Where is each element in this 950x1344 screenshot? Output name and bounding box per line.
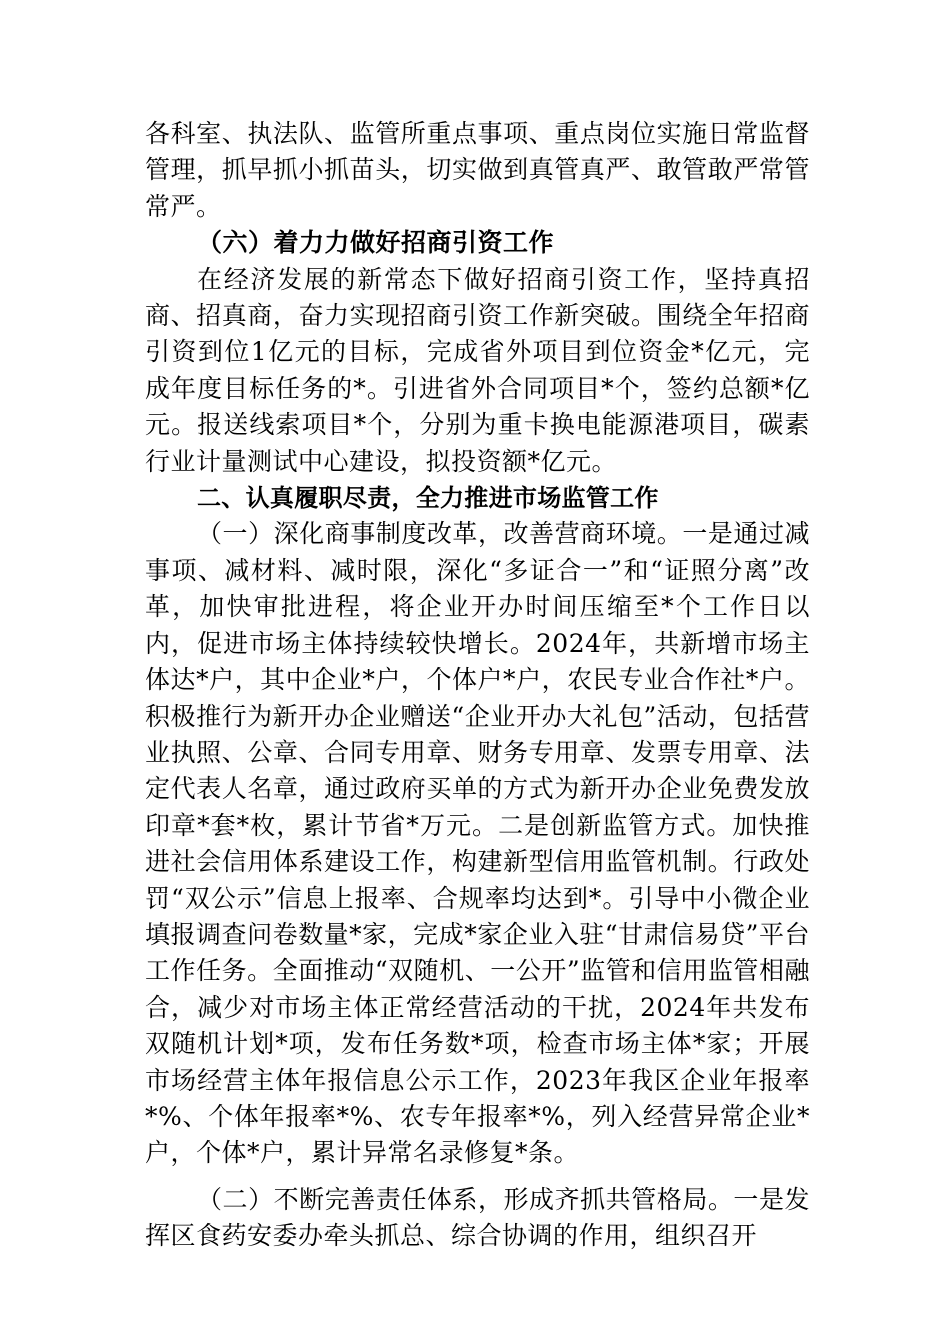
paragraph-investment: 在经济发展的新常态下做好招商引资工作，坚持真招商、招真商，奋力实现招商引资工作新突破。围绕全年招商引资到位1亿元的目标，完成省外项目到位资金*亿元，完成年度目标任务的*。引进省外合同项目*个，签约总额*亿元。报送线索项目*个，分别为重卡换电能源港项目，碳素行业计量测试中心建设，拟投资额*亿元。 [145, 264, 810, 476]
paragraph-continued: 各科室、执法队、监管所重点事项、重点岗位实施日常监督管理，抓早抓小抓苗头，切实做到真管真严、敢管敢严常管常严。 [145, 119, 810, 221]
section-subheading-six: （六）着力力做好招商引资工作 [197, 228, 555, 258]
paragraph-responsibility-system: （二）不断完善责任体系，形成齐抓共管格局。一是发挥区食药安委办牵头抓总、综合协调的作用，组织召开 [145, 1184, 810, 1251]
section-heading-two: 二、认真履职尽责，全力推进市场监管工作 [197, 484, 659, 513]
document-body [145, 116, 810, 1255]
paragraph-business-reform: （一）深化商事制度改革，改善营商环境。一是通过减事项、减材料、减时限，深化“多证合一”和“证照分离”改革，加快审批进程，将企业开办时间压缩至*个工作日以内，促进市场主体持续较快增长。2024年，共新增市场主体达*户，其中企业*户，个体户*户，农民专业合作社*户。积极推行为新开办企业赠送“企业开办大礼包”活动，包括营业执照、公章、合同专用章、财务专用章、发票专用章、法定代表人名章，通过政府买单的方式为新开办企业免费发放印章*套*枚，累计节省*万元。二是创新监管方式。加快推进社会信用体系建设工作，构建新型信用监管机制。行政处罚“双公示”信息上报率、合规率均达到*。引导中小微企业填报调查问卷数量*家，完成*家企业入驻“甘肃信易贷”平台工作任务。全面推动“双随机、一公开”监管和信用监管相融合，减少对市场主体正常经营活动的干扰，2024年共发布双随机计划*项，发布任务数*项，检查市场主体*家；开展市场经营主体年报信息公示工作，2023年我区企业年报率*%、个体年报率*%、农专年报率*%，列入经营异常企业*户，个体*户，累计异常名录修复*条。 [145, 519, 810, 1168]
paragraph-gap [145, 1172, 810, 1182]
